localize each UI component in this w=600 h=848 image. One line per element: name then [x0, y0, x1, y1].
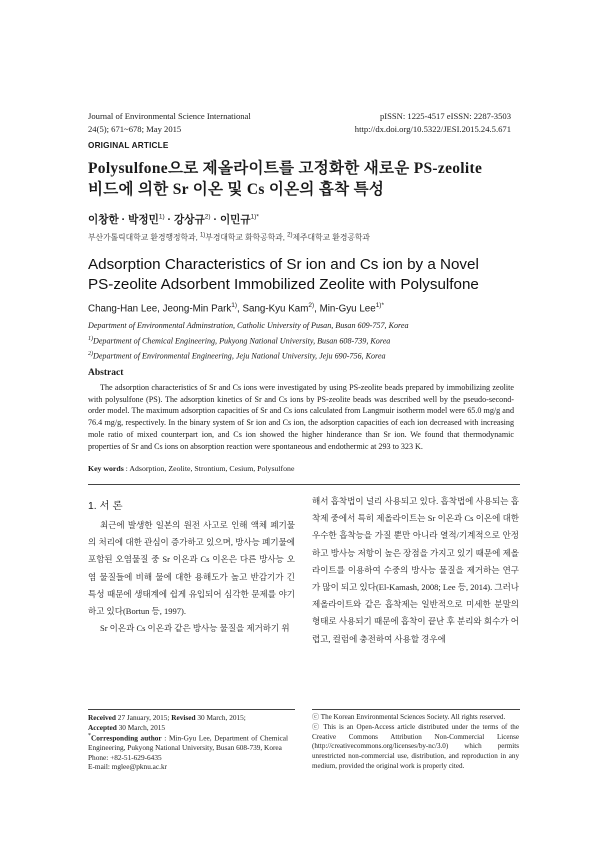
paragraph: Sr 이온과 Cs 이온과 같은 방사능 물질을 제거하기 위: [100, 623, 290, 634]
korean-title-line-2: 비드에 의한 Sr 이온 및 Cs 이온의 흡착 특성: [88, 181, 385, 198]
abstract-divider: [88, 484, 520, 485]
affiliation: 제주대학교 환경공학과: [292, 233, 370, 242]
body-column-left: [88, 517, 295, 637]
abstract-body: The adsorption characteristics of Sr and Cs ions were investigated by using PS-zeolite beads prepared by immobilizing zeolite with polysulfone (PS). The adsorption kinetics of Sr and Cs ions by PS-zeolite beads was described well by the pseudo-second-order model. The maximum adsorption capacities of Sr and Cs ions calculated from Langmuir isotherm model were 65.0 mg/g and 76.4 mg/g, respectively. In the binary system of Sr ion and Cs ion, the adsorption capacities of each ion decreased with increasing mole ratio of mixed counterpart ion, and Cs ion showed the higher hinderance than Sr ion. We found that thermodynamic properties of Sr and Cs ions on absorption reaction were spontaneous and endothermic at 293 to 323 K.: [88, 383, 514, 451]
author-name: 박정민: [128, 214, 159, 226]
affiliation: [88, 333, 528, 348]
affiliation-text: Department of Environmental Engineering, Jeju National University, Jeju 690-756, Korea: [93, 351, 386, 361]
author-separator: ,: [157, 303, 163, 315]
author-sup: 1)*: [375, 302, 384, 309]
affiliation-sup: 2): [88, 351, 93, 358]
korean-affiliations: [88, 232, 370, 243]
korean-title: [88, 158, 518, 200]
author-sup: 1): [231, 302, 238, 309]
author-name: 강상규: [174, 214, 205, 226]
corr-sup: *: [88, 733, 91, 740]
paragraph: 최근에 발생한 일본의 원전 사고로 인해 액체 폐기물의 처리에 대한 관심이 증가하고 있으며, 방사능 폐기물에 포함된 오염물질 중 Sr 이온과 Cs 이온은 다른 방사능 오염 물질들에 비해 물에 대한 용해도가 높고 반감기가 긴 특성 때문에 생태계에 쉽게 유입되어 심각한 문제를 야기하고 있다(Bortun 등, 1997).: [88, 520, 295, 617]
copyright-notice: [312, 713, 519, 772]
keywords: [88, 464, 294, 473]
journal-name: Journal of Environmental Science International: [88, 111, 251, 121]
keywords-label: Key words: [88, 464, 124, 473]
received-label: Received: [88, 713, 116, 722]
affiliation: Department of Environmental Adminstration, Catholic University of Pusan, Busan 609-757, Korea: [88, 321, 409, 330]
keywords-separator: :: [123, 464, 130, 473]
author-name: Chang-Han Lee: [88, 303, 158, 315]
journal-ids: [355, 110, 511, 135]
korean-title-line-1: Polysulfone으로 제올라이트를 고정화한 새로운 PS-zeolite: [88, 160, 483, 177]
author-sup: 1)*: [250, 213, 259, 221]
author-name: Min-Gyu Lee: [319, 303, 376, 315]
article-history: [88, 713, 288, 772]
footnote-divider-left: [88, 709, 295, 710]
author-name: 이창한: [88, 214, 119, 226]
copyright-line: ⓒ The Korean Environmental Sciences Society. All rights reserved.: [312, 713, 506, 721]
affiliation-text: Department of Chemical Engineering, Pukyong National University, Busan 608-739, Korea: [93, 336, 391, 346]
doi-link[interactable]: http://dx.doi.org/10.5322/JESI.2015.24.5.671: [354, 123, 511, 134]
english-affiliations: [88, 320, 528, 363]
english-title-line-2: PS-zeolite Adsorbent Immobilized Zeolite with Polysulfone: [88, 275, 479, 293]
accepted-label: Accepted: [88, 722, 117, 732]
accepted-date: 30 March, 2015: [116, 722, 166, 732]
paragraph: 해서 흡착법이 널리 사용되고 있다. 흡착법에 사용되는 흡착제 중에서 특히 제올라이트는 Sr 이온과 Cs 이온에 대한 우수한 흡착능을 가질 뿐만 아니라 열적/기계적으로 안정하고 방사능 저항이 높은 장점을 가지고 있기 때문에 제올라이트를 이용하여 수중의 방사능 물질을 제거하는 연구가 많이 되고 있다(El-Kamash, 2008; Lee 등, 2014). 그러나 제올라이트와 같은 흡착제는 일반적으로 미세한 분말의 형태로 사용되기 때문에 흡착이 끝난 후 분리와 회수가 어렵고, 컬럼에 충전하여 사용할 경우에: [312, 496, 519, 644]
license-text: ⓒ This is an Open-Access article distributed under the terms of the Creative Commons Attribution Non-Commercial License (http://creativecommons.org/licenses/by-nc/3.0) which permits unrestricted non-commercial use, distribution, and reproduction in any medium, provided the original work is properly cited.: [312, 722, 519, 770]
history-line: [88, 723, 288, 733]
corresponding-author: [88, 732, 288, 753]
email-link[interactable]: E-mail: mglee@pknu.ac.kr: [88, 762, 168, 772]
abstract-heading: Abstract: [88, 368, 124, 378]
english-authors: [88, 302, 384, 314]
affiliation: [88, 348, 528, 363]
revised-date: 30 March, 2015;: [195, 713, 246, 722]
affiliation: 부산가톨릭대학교 환경행정학과,: [88, 233, 200, 242]
author-separator: ,: [314, 303, 320, 315]
revised-label: Revised: [171, 713, 196, 722]
corr-label: Corresponding author: [91, 733, 162, 743]
author-separator: ·: [164, 214, 175, 226]
author-sup: 2): [308, 302, 315, 309]
author-sup: 1): [158, 213, 165, 221]
issn: pISSN: 1225-4517 eISSN: 2287-3503: [379, 111, 511, 121]
received-date: 27 January, 2015;: [115, 713, 172, 722]
footnote-divider-right: [312, 709, 520, 710]
affiliation-sup: 1): [199, 232, 206, 239]
english-title-line-1: Adsorption Characteristics of Sr ion and Cs ion by a Novel: [88, 256, 479, 273]
affiliation: 부경대학교 화학공학과,: [205, 233, 288, 242]
journal-info: [88, 110, 251, 135]
author-sup: 2): [204, 213, 211, 221]
author-name: 이민규: [219, 214, 251, 226]
affiliation-sup: 2): [287, 232, 293, 239]
author-name: Sang-Kyu Kam: [242, 303, 309, 315]
corr-text: : Min-Gyu Lee, Department of Chemical Engineering, Pukyong National University, Busan 608-739, Korea: [88, 733, 288, 753]
author-separator: ·: [118, 214, 129, 226]
affiliation-sup: 1): [88, 335, 93, 342]
korean-authors: [88, 212, 259, 227]
keywords-list: Adsorption, Zeolite, Strontium, Cesium, Polysulfone: [129, 464, 295, 473]
journal-issue: 24(5); 671~678; May 2015: [88, 123, 182, 134]
phone: Phone: +82-51-629-6435: [88, 752, 162, 762]
author-separator: ·: [210, 214, 220, 226]
author-separator: ,: [237, 303, 243, 315]
body-column-right: [312, 493, 519, 648]
section-title: 1. 서 론: [88, 501, 123, 512]
author-name: Jeong-Min Park: [162, 303, 232, 315]
english-title: [88, 255, 518, 294]
history-line: [88, 713, 288, 723]
article-type: ORIGINAL ARTICLE: [88, 141, 169, 150]
